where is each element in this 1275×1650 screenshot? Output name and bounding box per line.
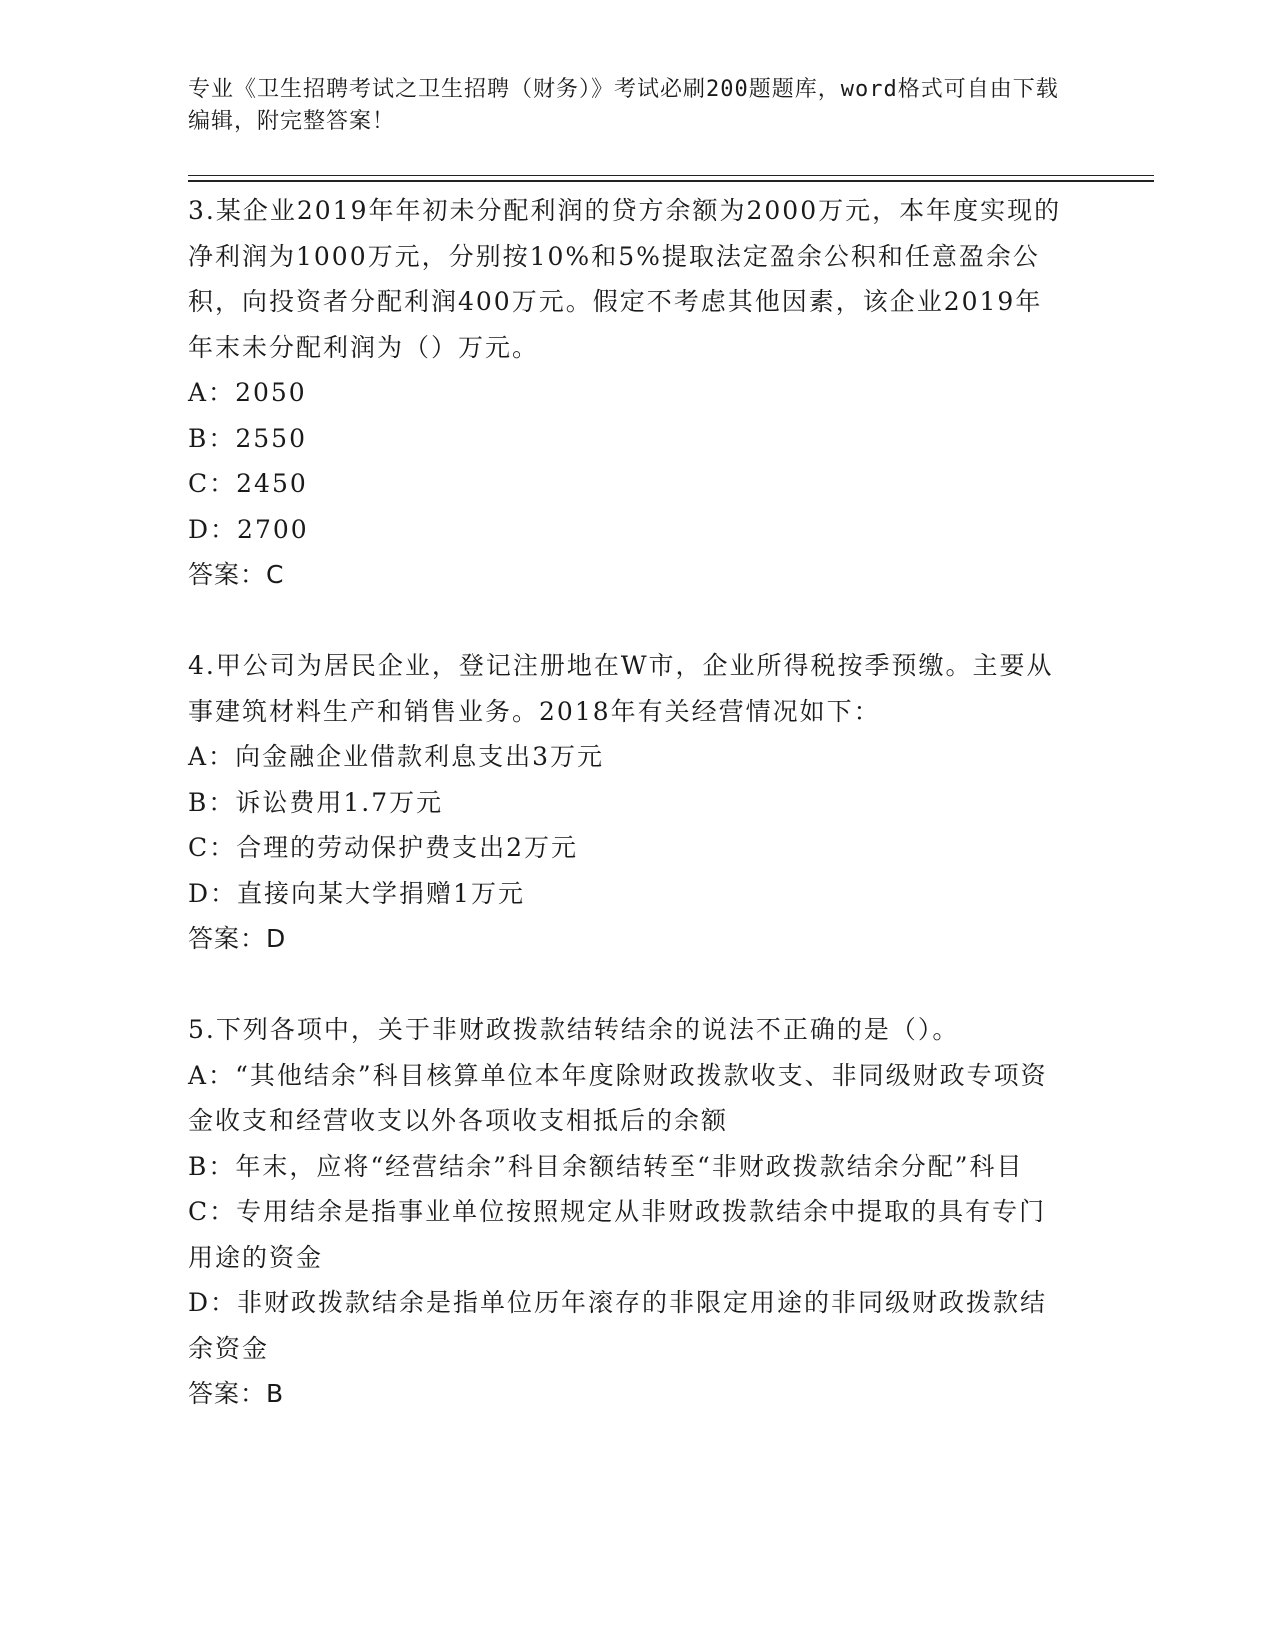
answer-line: 答案：B xyxy=(188,1379,285,1408)
option-text: 年末，应将“经营结余”科目余额结转至“非财政拨款结余分配”科目 xyxy=(235,1151,1024,1181)
option-letter: C： xyxy=(188,833,237,862)
question-spacer xyxy=(188,962,1068,1008)
question-stem: 4.甲公司为居民企业，登记注册地在W市，企业所得税按季预缴。主要从事建筑材料生产和销售业务。2018年有关经营情况如下： xyxy=(188,651,1054,726)
document-header: 专业《卫生招聘考试之卫生招聘（财务）》考试必刷200题题库，word格式可自由下载编辑，附完整答案！ xyxy=(188,77,1059,134)
option-letter: B： xyxy=(188,787,236,817)
option-letter: B： xyxy=(188,1151,236,1181)
option-text: 直接向某大学捐赠1万元 xyxy=(237,878,525,908)
question-stem: 3.某企业2019年年初未分配利润的贷方余额为2000万元，本年度实现的净利润为1000万元，分别按10%和5%提取法定盈余公积和任意盈余公积，向投资者分配利润400万元。假定不考虑其他因素，该企业2019年年末未分配利润为（）万元。 xyxy=(188,196,1062,362)
question-spacer xyxy=(188,598,1068,644)
option-text: 2550 xyxy=(235,423,307,453)
header-divider-thick xyxy=(188,180,1154,182)
question-3 xyxy=(188,188,1068,598)
question-4 xyxy=(188,643,1068,962)
option-b xyxy=(188,416,1068,462)
option-text: 2700 xyxy=(237,514,309,544)
option-c xyxy=(188,1189,1068,1280)
option-letter: C： xyxy=(188,469,237,498)
option-letter: C： xyxy=(188,1197,237,1226)
option-letter: D： xyxy=(188,1288,238,1317)
question-list xyxy=(188,188,1068,1417)
header-divider-thin xyxy=(188,175,1154,176)
option-text: 2450 xyxy=(236,469,308,498)
option-b xyxy=(188,1144,1068,1190)
option-a xyxy=(188,370,1068,416)
answer-line: 答案：C xyxy=(188,560,285,589)
option-letter: A： xyxy=(188,742,236,771)
option-letter: A： xyxy=(188,378,236,407)
option-c xyxy=(188,825,1068,871)
option-b xyxy=(188,780,1068,826)
option-text: “其他结余”科目核算单位本年度除财政拨款收支、非同级财政专项资金收支和经营收支以外各项收支相抵后的余额 xyxy=(188,1060,1048,1135)
option-c xyxy=(188,461,1068,507)
option-letter: B： xyxy=(188,423,236,453)
option-letter: D： xyxy=(188,514,238,544)
option-a xyxy=(188,1053,1068,1144)
option-text: 专用结余是指事业单位按照规定从非财政拨款结余中提取的具有专门用途的资金 xyxy=(188,1197,1047,1272)
answer-line: 答案：D xyxy=(188,924,287,953)
option-text: 合理的劳动保护费支出2万元 xyxy=(236,833,579,862)
question-5 xyxy=(188,1007,1068,1417)
option-d xyxy=(188,507,1068,553)
option-text: 2050 xyxy=(235,378,307,407)
option-letter: D： xyxy=(188,878,238,908)
option-text: 非财政拨款结余是指单位历年滚存的非限定用途的非同级财政拨款结余资金 xyxy=(188,1288,1048,1363)
option-a xyxy=(188,734,1068,780)
option-d xyxy=(188,1280,1068,1371)
option-text: 诉讼费用1.7万元 xyxy=(235,787,444,817)
option-letter: A： xyxy=(188,1060,236,1090)
option-text: 向金融企业借款利息支出3万元 xyxy=(235,742,604,771)
option-d xyxy=(188,871,1068,917)
question-stem: 5.下列各项中，关于非财政拨款结转结余的说法不正确的是（）。 xyxy=(188,1015,960,1044)
